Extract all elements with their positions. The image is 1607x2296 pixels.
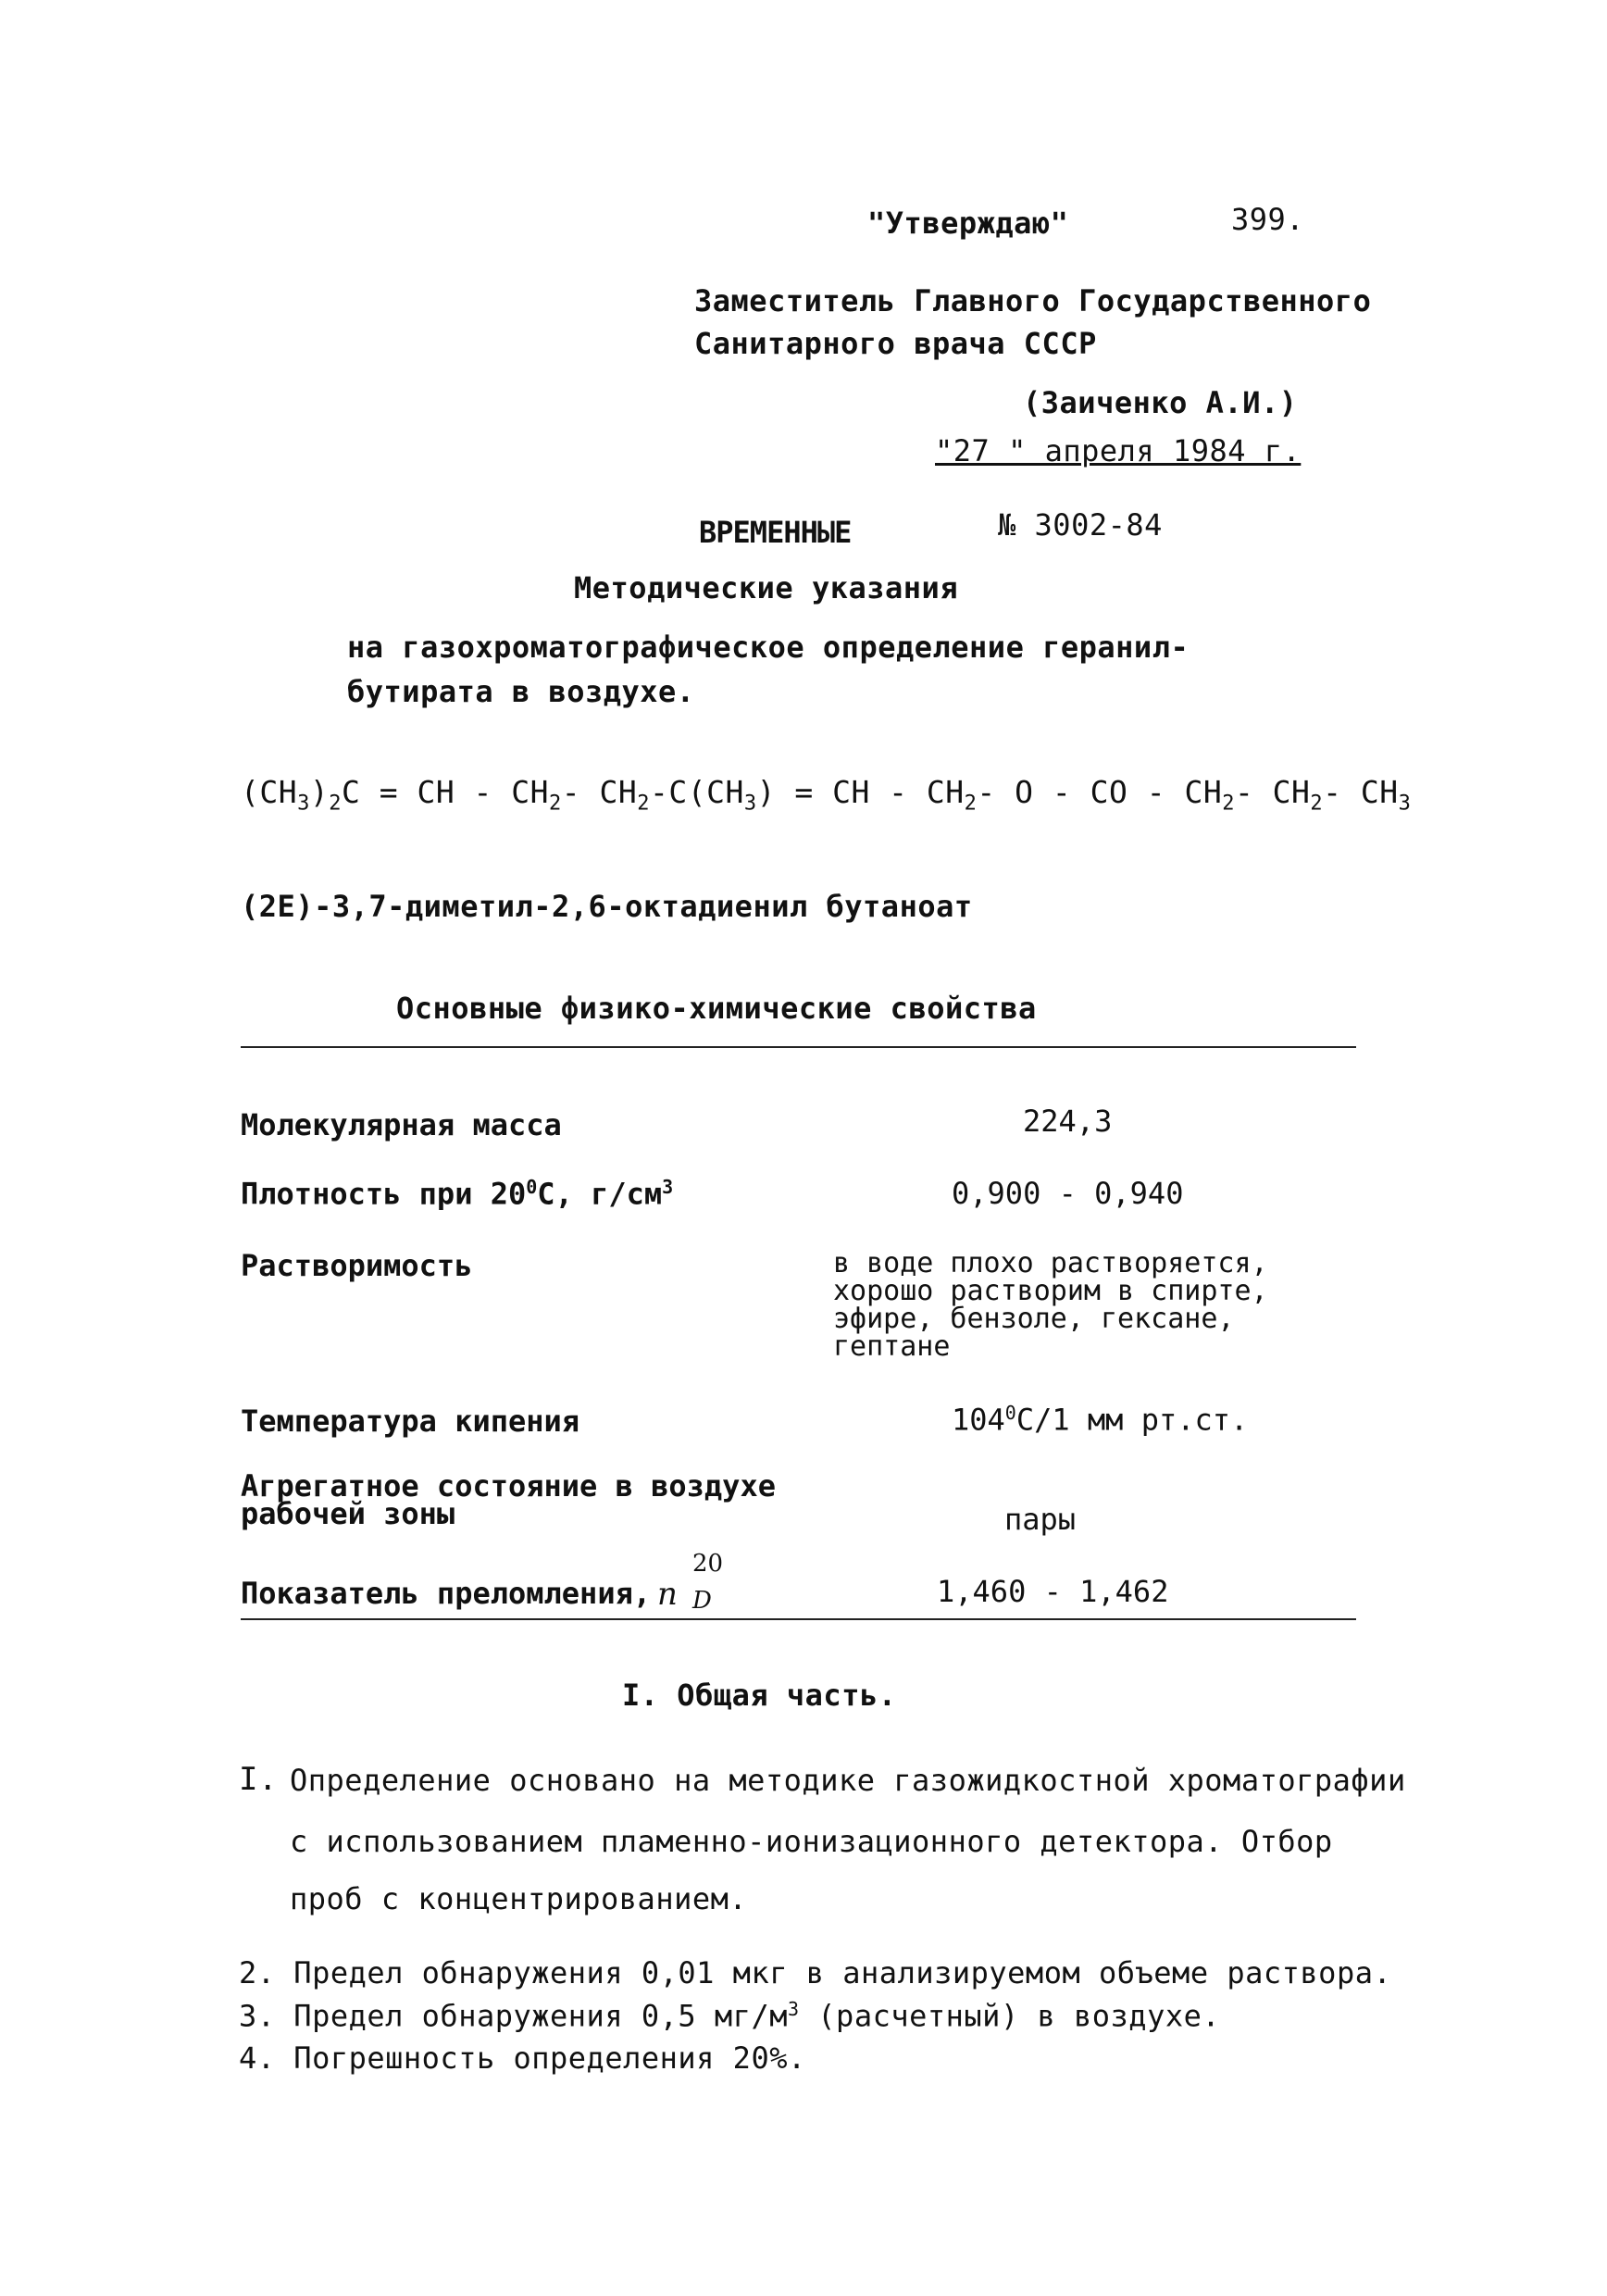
property-label-solubility: Растворимость xyxy=(241,1248,473,1283)
page-number: 399. xyxy=(1231,202,1305,237)
property-value-density: 0,900 - 0,940 xyxy=(952,1176,1184,1211)
property-value-refractive-index: 1,460 - 1,462 xyxy=(937,1574,1169,1609)
property-value-solubility: в воде плохо растворяется, хорошо растворим в спирте, эфире, бензоле, гексане, гептане xyxy=(833,1247,1268,1363)
refractive-index-line: D xyxy=(692,1587,712,1615)
table-top-rule xyxy=(241,1046,1356,1048)
properties-heading: Основные физико-химические свойства xyxy=(396,991,1037,1026)
approver-name: (Заиченко А.И.) xyxy=(1023,385,1298,420)
approval-date: "27 " апреля 1984 г. xyxy=(935,433,1302,468)
approver-position-line1: Заместитель Главного Государственного xyxy=(694,283,1372,318)
iupac-name: (2E)-3,7-диметил-2,6-октадиенил бутаноат xyxy=(241,889,973,924)
section1-item1-number: I. xyxy=(239,1761,278,1798)
table-bottom-rule xyxy=(241,1618,1356,1620)
property-label-state: Агрегатное состояние в воздухе рабочей зоны xyxy=(241,1468,776,1531)
approver-position-line2: Санитарного врача СССР xyxy=(694,326,1097,361)
property-label-density: Плотность при $20^0С$, $г/см^3$ xyxy=(241,1176,674,1212)
refractive-index-temperature: 20 xyxy=(692,1550,724,1578)
property-value-boiling-point: $104^0С/1$ мм рт.ст. xyxy=(952,1402,1249,1438)
title-line1: Методические указания xyxy=(574,570,959,605)
section1-item1-line1: Определение основано на методике газожидкостной хроматографии xyxy=(290,1763,1406,1798)
chemical-formula: $(CH_3)_2C$ = CH - $CH_2-$ $CH_2-C(CH_3)$ = CH - $CH_2-$ O - CO - $CH_2-$ $CH_2-$ $CH_3$ xyxy=(241,774,1412,816)
section1-item1-line2: с использованием пламенно-ионизационного детектора. Отбор xyxy=(290,1824,1333,1859)
refractive-index-symbol: n xyxy=(657,1576,678,1613)
property-label-molar-mass: Молекулярная масса xyxy=(241,1107,562,1142)
property-label-boiling-point: Температура кипения xyxy=(241,1404,580,1439)
temporary-label: ВРЕМЕННЫЕ xyxy=(699,515,852,550)
section1-item3: 3. Предел обнаружения 0,5 $мг/м^3$ (расчетный) в воздухе. xyxy=(239,1998,1221,2034)
title-line2: на газохроматографическое определение геранил- xyxy=(347,630,1190,665)
property-value-state: пары xyxy=(1004,1502,1077,1537)
property-label-refractive-index: Показатель преломления, xyxy=(241,1576,652,1611)
document-number: № 3002-84 xyxy=(998,507,1163,543)
section1-heading: I. Общая часть. xyxy=(622,1678,897,1713)
title-line3: бутирата в воздухе. xyxy=(347,674,695,709)
section1-item4: 4. Погрешность определения 20%. xyxy=(239,2040,806,2076)
section1-item2: 2. Предел обнаружения 0,01 мкг в анализируемом объеме раствора. xyxy=(239,1955,1392,1990)
property-value-molar-mass: 224,3 xyxy=(1023,1104,1113,1139)
section1-item1-line3: проб с концентрированием. xyxy=(290,1881,748,1916)
approval-stamp: "Утверждаю" xyxy=(867,206,1069,241)
